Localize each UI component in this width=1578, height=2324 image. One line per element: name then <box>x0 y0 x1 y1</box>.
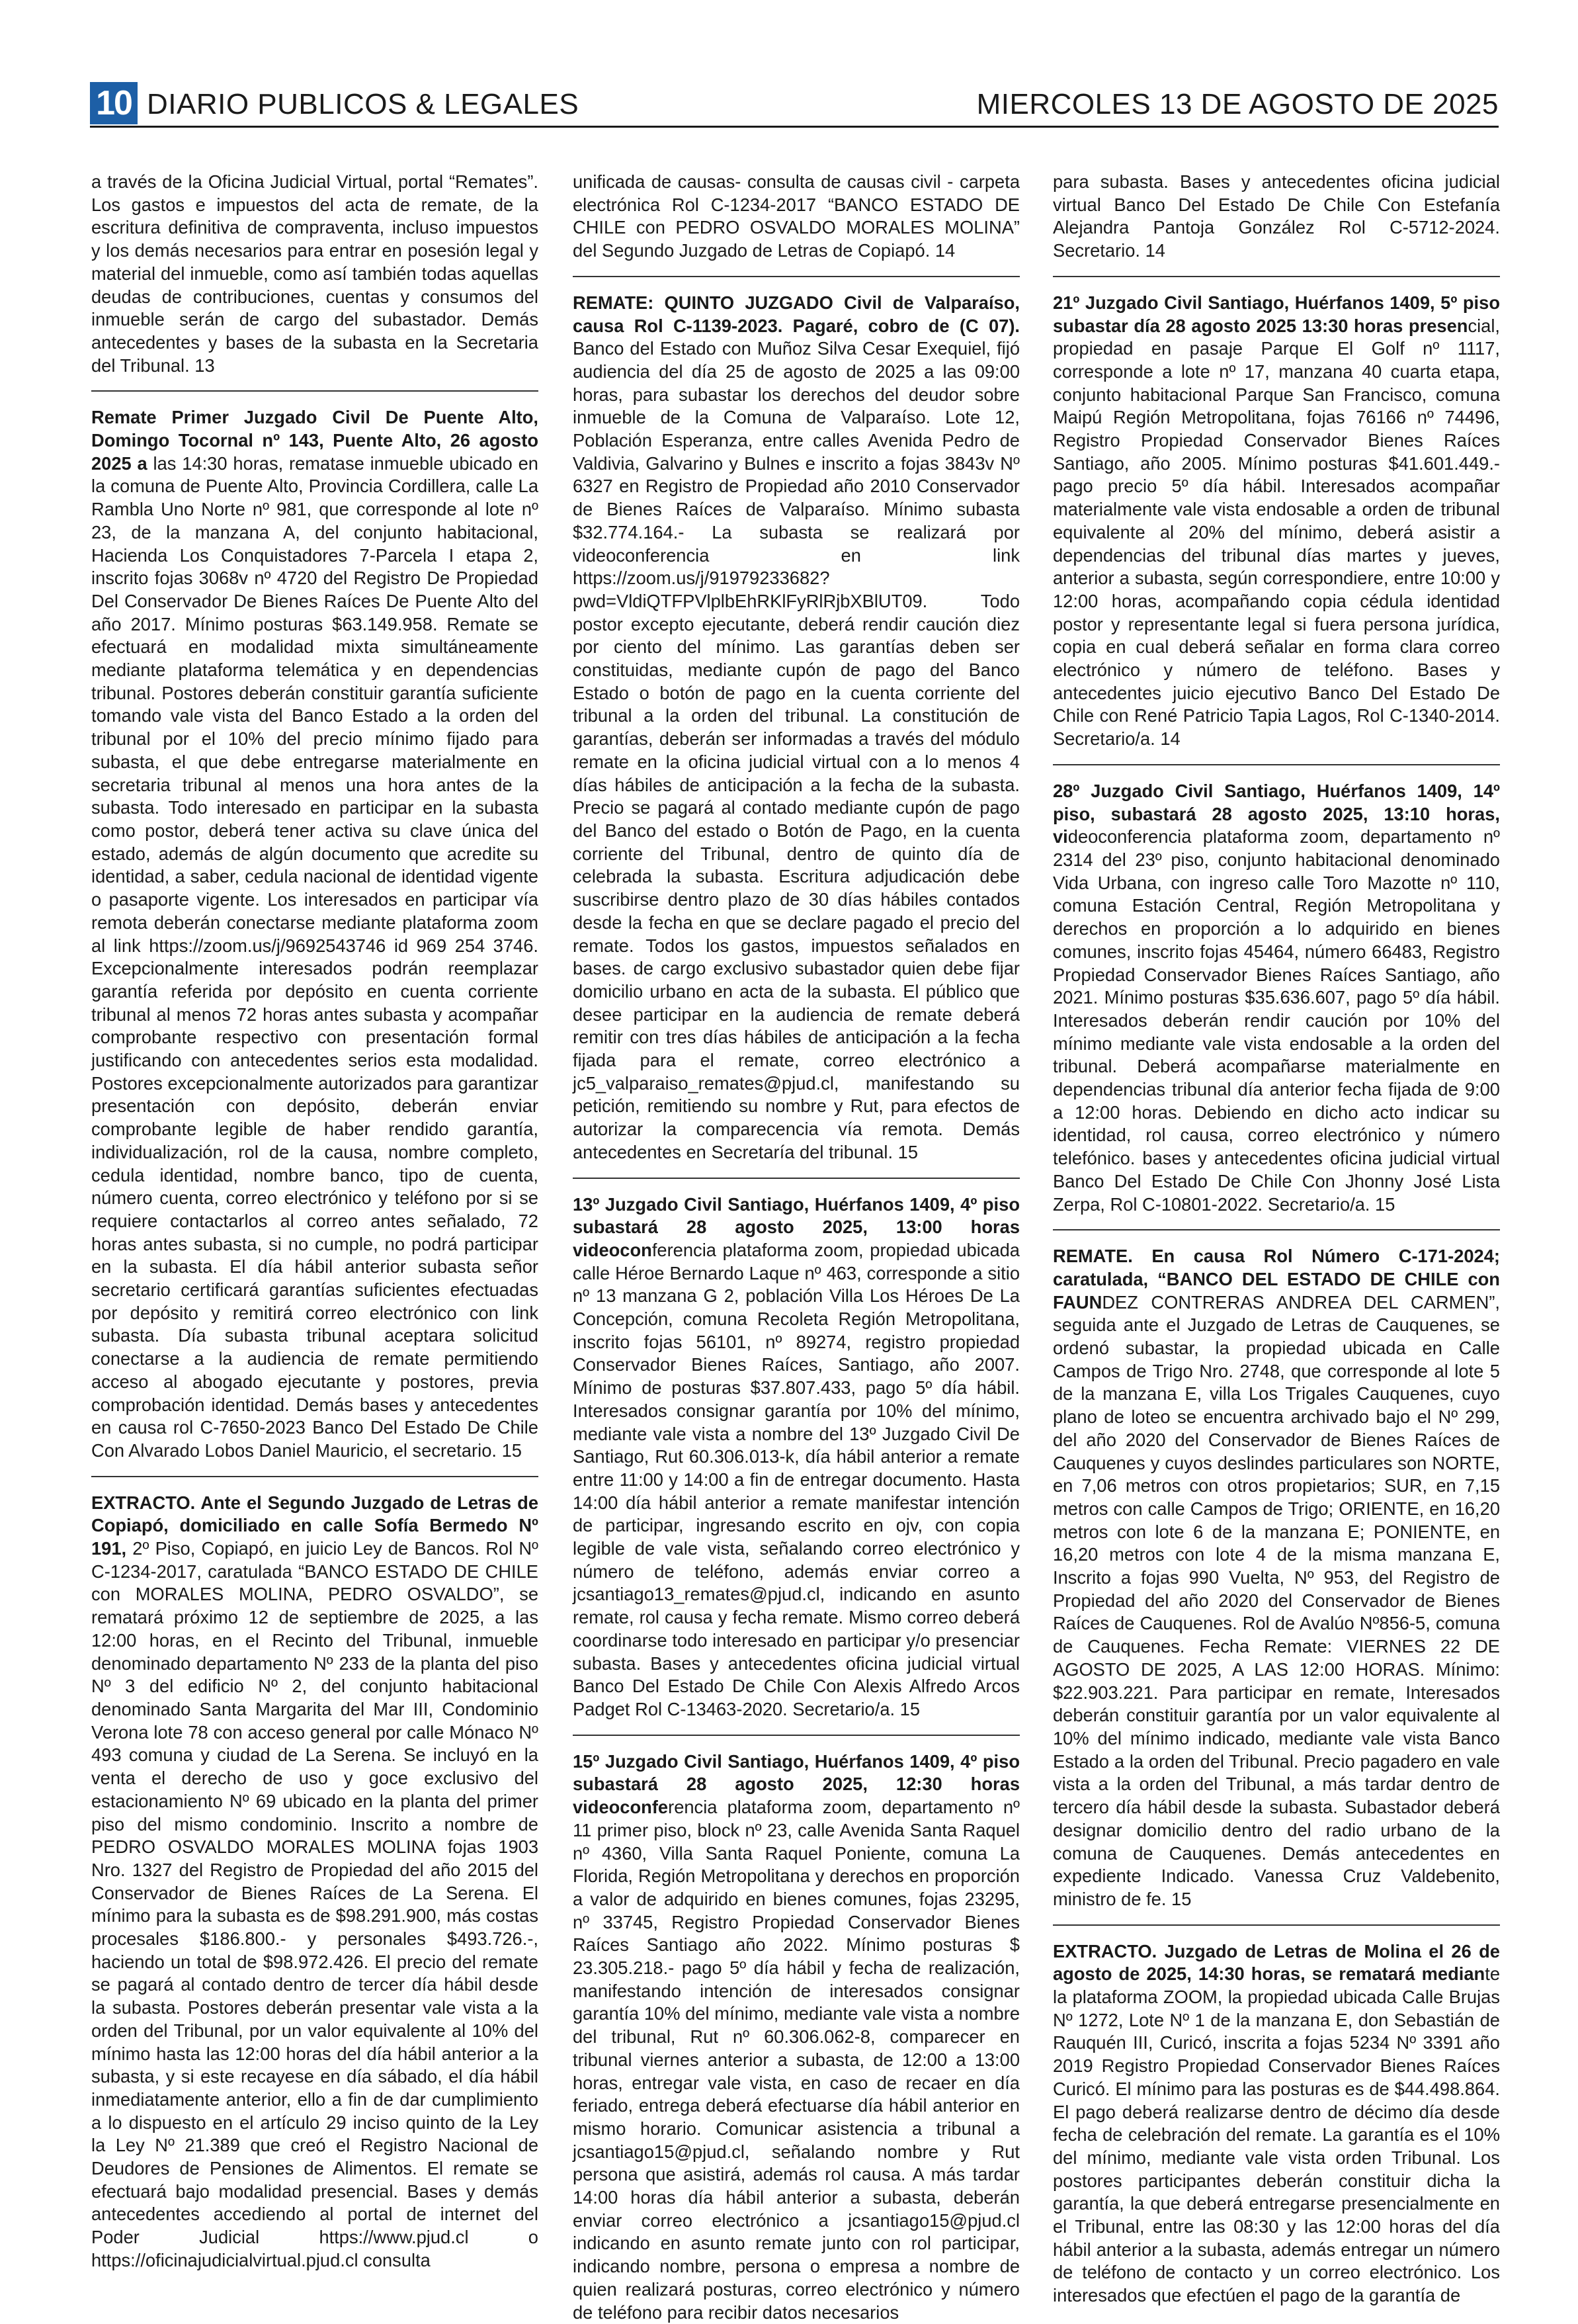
legal-notice <box>1053 1940 1500 2307</box>
notice-heading: 21º Juzgado Civil Santiago, Huérfanos 1409, 5º piso subastar día 28 agosto 2025 13:30 horas presen <box>1053 292 1500 336</box>
notice-body: rencia plataforma zoom, departamento nº 11 primer piso, block nº 23, calle Avenida Santa Raquel nº 4360, Villa Santa Raquel Poniente, comuna La Florida, Región Metropolitana y derechos en proporción a valor de adquirido en bienes comunes, fojas 23295, nº 33745, Registro Propiedad Conservador Bienes Raíces Santiago año 2022. Mínimo posturas $ 23.305.218.- pago 5º día hábil y fecha de realización, manifestando intención de interesados consignar garantía 10% del mínimo, mediante vale vista a nombre del tribunal, Rut nº 60.306.062-8, comparecer en tribunal viernes anterior a subasta, de 12:00 a 13:00 horas, entregar vale vista, en caso de recaer en día feriado, entrega deberá efectuarse día hábil anterior en mismo horario. Comunicar asistencia a tribunal a jcsantiago15@pjud.cl, señalando nombre y Rut persona que asistirá, además rol causa. A más tardar 14:00 horas día hábil anterior a subasta, deberán enviar correo electrónico a jcsantiago15@pjud.cl indicando en asunto remate junto con rol participar, indicando nombre, persona o empresa a nombre de quien realizará posturas, correo electrónico y número de teléfono para recibir datos necesarios <box>573 1797 1020 2323</box>
notice-body: DEZ CONTRERAS ANDREA DEL CARMEN”, seguida ante el Juzgado de Letras de Cauquenes, se ordenó subastar, la propiedad ubicada en Calle Campos de Trigo Nro. 2748, que corresponde al lote 5 de la manzana E, villa Los Trigales Cauquenes, cuyo plano de loteo se encuentra archivado bajo el Nº 299, del año 2020 del Conservador de Bienes Raíces de Cauquenes y cuyos deslindes particulares son NORTE, en 7,06 metros con otros propietarios; SUR, en 7,15 metros con calle Campos de Trigo; ORIENTE, en 16,20 metros con lote 6 de la manzana E; PONIENTE, en 16,20 metros con lote 4 de la misma manzana E, Inscrito a fojas 990 Vuelta, Nº 953, del Registro de Propiedad del año 2020 del Conservador de Bienes Raíces de Cauquenes. Rol de Avalúo Nº856-5, comuna de Cauquenes. Fecha Remate: VIERNES 22 DE AGOSTO DE 2025, A LAS 12:00 HORAS. Mínimo: $22.903.221. Para participar en remate, Interesados deberán constituir garantía por un valor equivalente al 10% del mínimo indicado, mediante vale vista Banco Estado a la orden del Tribunal. Precio pagadero en vale vista a la orden del Tribunal, a más tardar dentro de tercero día hábil desde la subasta. Subastador deberá designar domicilio dentro del radio urbano de la comuna de Cauquenes. Demás antecedentes en expediente Indicado. Vanessa Cruz Valdebenito, ministro de fe. 15 <box>1053 1291 1500 1909</box>
notice-divider <box>1053 276 1500 277</box>
notice-heading: Remate Primer Juzgado Civil De Puente Alto, Domingo Tocornal nº 143, Puente Alto, 26 agosto 2025 a <box>91 407 538 474</box>
notice-heading: EXTRACTO. Ante el Segundo Juzgado de Letras de Copiapó, domiciliado en calle Sofía Bermedo Nº 191, <box>91 1492 538 1559</box>
notice-divider <box>573 1178 1020 1179</box>
legal-notice <box>1053 292 1500 751</box>
notice-body: las 14:30 horas, rematase inmueble ubicado en la comuna de Puente Alto, Provincia Cordillera, calle La Rambla Uno Norte nº 981, que corresponde al lote nº 23, de la manzana A, del conjunto habitacional, Hacienda Los Conquistadores 7-Parcela I etapa 2, inscrito fojas 3068v nº 4720 del Registro De Propiedad Del Conservador De Bienes Raíces De Puente Alto del año 2017. Mínimo posturas $63.149.958. Remate se efectuará en modalidad mixta simultáneamente mediante plataforma telemática y en dependencias tribunal. Postores deberán constituir garantía suficiente tomando vale vista del Banco Estado a la orden del tribunal por el 10% del precio mínimo fijado para subasta, el que debe entregarse materialmente en secretaria tribunal al menos una hora antes de la subasta. Todo interesado en participar en la subasta como postor, deberá tener activa su clave única del estado, además de algún documento que acredite su identidad, a saber, cedula nacional de identidad vigente o pasaporte vigente. Los interesados en participar vía remota deberán conectarse mediante plataforma zoom al link https://zoom.us/j/9692543746 id 969 254 3746. Excepcionalmente interesados podrán reemplazar garantía referida por depósito en cuenta corriente tribunal al menos 72 horas antes subasta y acompañar comprobante respectivo con presentación formal justificando con antecedentes serios esta modalidad. Postores excepcionalmente autorizados para garantizar presentación con depósito, deberán enviar comprobante legible de haber rendido garantía, individualización, rol de la causa, nombre completo, cedula identidad, nombre banco, tipo de cuenta, número cuenta, correo electrónico y teléfono por si se requiere contactarlos al correo antes señalado, 72 horas antes subasta, si no cumple, no podrá participar en la subasta. El día hábil anterior subasta señor secretario certificará garantías suficientes efectuadas por depósito y remitirá correo electrónico con link subasta. Día subasta tribunal aceptara solicitud conectarse a la audiencia de remate permitiendo acceso al abogado ejecutante y postores, previa comprobación identidad. Demás bases y antecedentes en causa rol C-7650-2023 Banco Del Estado De Chile Con Alvarado Lobos Daniel Mauricio, el secretario. 15 <box>91 452 538 1461</box>
notice-heading: REMATE. En causa Rol Número C-171-2024; caratulada, “BANCO DEL ESTADO DE CHILE con FAUN <box>1053 1246 1500 1313</box>
notice-divider <box>573 276 1020 277</box>
notice-divider <box>91 390 538 392</box>
notice-divider <box>1053 1229 1500 1230</box>
header-divider <box>90 126 1499 128</box>
legal-notice <box>573 292 1020 1164</box>
legal-notice <box>1053 171 1500 263</box>
notice-body: deoconferencia plataforma zoom, departamento nº 2314 del 23º piso, conjunto habitacional denominado Vida Urbana, con ingreso calle Toro Mazotte nº 110, comuna Estación Central, Región Metropolitana y derechos en proporción a lo adquirido en bienes comunes, inscrito fojas 45464, número 66483, Registro Propiedad Conservador Bienes Raíces Santiago, año 2021. Mínimo posturas $35.636.607, pago 5º día hábil. Interesados deberán rendir caución por 10% del mínimo mediante vale vista endosable a la orden del tribunal. Deberá acompañarse materialmente en dependencias tribunal día anterior fecha fijada de 9:00 a 12:00 horas. Debiendo en dicho acto indicar su identidad, rol causa, correo electrónico y número telefónico. bases y antecedentes oficina judicial virtual Banco Del Estado De Chile Con Jhonny José Lista Zerpa, Rol C-10801-2022. Secretario/a. 15 <box>1053 826 1500 1215</box>
legal-notice <box>91 1492 538 2272</box>
notice-divider <box>91 1476 538 1477</box>
notice-divider <box>573 1735 1020 1736</box>
notice-body: cial, propiedad en pasaje Parque El Golf nº 1117, corresponde a lote nº 17, manzana 40 cuarta etapa, conjunto habitacional Parque San Francisco, comuna Maipú Región Metropolitana, fojas 76166 nº 74496, Registro Propiedad Conservador Bienes Raíces Santiago, año 2005. Mínimo posturas $41.601.449.- pago precio 5º día hábil. Interesados acompañar materialmente vale vista endosable a orden de tribunal equivalente al 20% del mínimo, deberá asistir a dependencias del tribunal días martes y jueves, anterior a subasta, según correspondiere, entre 10:00 y 12:00 horas, acompañando copia cédula identidad postor y representante legal si fuera persona jurídica, copia en cual deberá señalar en forma clara correo electrónico y número de teléfono. Bases y antecedentes juicio ejecutivo Banco Del Estado De Chile con René Patricio Tapia Lagos, Rol C-1340-2014. Secretario/a. 14 <box>1053 315 1500 750</box>
notice-divider <box>1053 764 1500 765</box>
legal-notice <box>573 1750 1020 2324</box>
notice-body: unificada de causas- consulta de causas civil - carpeta electrónica Rol C-1234-2017 “BANCO ESTADO DE CHILE con PEDRO OSVALDO MORALES MOLINA” del Segundo Juzgado de Letras de Copiapó. 14 <box>573 171 1020 261</box>
legal-notice <box>91 171 538 377</box>
notice-divider <box>1053 1924 1500 1926</box>
legal-notice <box>1053 780 1500 1216</box>
publication-date: MIERCOLES 13 DE AGOSTO DE 2025 <box>976 88 1499 120</box>
notice-body: para subasta. Bases y antecedentes oficina judicial virtual Banco Del Estado De Chile Con Estefanía Alejandra Pantoja González Rol C-5712-2024. Secretario. 14 <box>1053 171 1500 261</box>
legal-notice <box>1053 1245 1500 1911</box>
notice-body: 2º Piso, Copiapó, en juicio Ley de Bancos. Rol Nº C-1234-2017, caratulada “BANCO ESTADO DE CHILE con MORALES MOLINA, PEDRO OSVALDO”, se rematará próximo 12 de septiembre de 2025, a las 12:00 horas, en el Recinto del Tribunal, inmueble denominado departamento Nº 233 de la planta del piso Nº 3 del edificio Nº 2, del conjunto habitacional denominado Santa Margarita del Mar III, Condominio Verona lote 78 con acceso general por calle Mónaco Nº 493 comuna y ciudad de La Serena. Se incluyó en la venta el derecho de uso y goce exclusivo del estacionamiento Nº 69 ubicado en la planta del primer piso del mismo condominio. Inscrito a nombre de PEDRO OSVALDO MORALES MOLINA fojas 1903 Nro. 1327 del Registro de Propiedad del año 2015 del Conservador de Bienes Raíces de La Serena. El mínimo para la subasta es de $98.291.900, más costas procesales $186.800.- y personales $493.726.-, haciendo un total de $98.972.426. El precio del remate se pagará al contado dentro de tercer día hábil desde la subasta. Postores deberán presentar vale vista a la orden del Tribunal, por un valor equivalente al 10% del mínimo hasta las 12:00 horas del día hábil anterior a la subasta, y si este recayese en día sábado, el día hábil inmediatamente anterior, ello a fin de dar cumplimiento a lo dispuesto en el artículo 29 inciso quinto de la Ley la Ley Nº 21.389 que creó el Registro Nacional de Deudores de Pensiones de Alimentos. El remate se efectuará bajo modalidad presencial. Bases y demás antecedentes accediendo al portal de internet del Poder Judicial https://www.pjud.cl o https://oficinajudicialvirtual.pjud.cl consulta <box>91 1538 538 2270</box>
notice-heading: 15º Juzgado Civil Santiago, Huérfanos 1409, 4º piso subastará 28 agosto 2025, 12:30 horas videoconfe <box>573 1750 1020 1818</box>
legal-notice <box>573 1193 1020 1721</box>
column-1 <box>91 171 538 2288</box>
publication-name: DIARIO PUBLICOS & LEGALES <box>147 88 579 120</box>
legal-notice <box>91 406 538 1462</box>
notice-heading: 28º Juzgado Civil Santiago, Huérfanos 1409, 14º piso, subastará 28 agosto 2025, 13:10 horas, vi <box>1053 780 1500 847</box>
notice-heading: 13º Juzgado Civil Santiago, Huérfanos 1409, 4º piso subastará 28 agosto 2025, 13:00 horas videocon <box>573 1193 1020 1260</box>
notice-body: ferencia plataforma zoom, propiedad ubicada calle Héroe Bernardo Laque nº 463, corresponde a sitio nº 13 manzana G 2, población Villa Los Héroes De La Concepción, comuna Recoleta Región Metropolitana, inscrito fojas 56101, nº 89274, registro propiedad Conservador Bienes Raíces, Santiago, año 2007. Mínimo de posturas $37.807.433, pago 5º día hábil. Interesados consignar garantía por 10% del mínimo, mediante vale vista a nombre del 13º Juzgado Civil De Santiago, Rut 60.306.013-k, día hábil anterior a remate entre 11:00 y 14:00 a fin de entregar documento. Hasta 14:00 día hábil anterior a remate manifestar intención de participar, ingresando escrito en ojv, con copia legible de vale vista, señalando correo electrónico y número de teléfono, además enviar correo a jcsantiago13_remates@pjud.cl, indicando en asunto remate, rol causa y fecha remate. Mismo correo deberá coordinarse todo interesado en participar y/o presenciar subasta. Bases y antecedentes oficina judicial virtual Banco Del Estado De Chile Con Alexis Alfredo Arcos Padget Rol C-13463-2020. Secretario/a. 15 <box>573 1239 1020 1719</box>
notice-heading: EXTRACTO. Juzgado de Letras de Molina el 26 de agosto de 2025, 14:30 horas, se rematará median <box>1053 1940 1500 1985</box>
column-3 <box>1053 171 1500 2306</box>
notice-body: Banco del Estado con Muñoz Silva Cesar Exequiel, fijó audiencia del día 25 de agosto de 2025 a las 09:00 horas, para subastar los derechos del deudor sobre inmueble de la Comuna de Valparaíso. Lote 12, Población Esperanza, entre calles Avenida Pedro de Valdivia, Galvarino y Bulnes e inscrito a fojas 3843v Nº 6327 en Registro de Propiedad año 2010 Conservador de Bienes Raíces de Valparaíso. Mínimo subasta $32.774.164.- La subasta se realizará por videoconferencia en link https://zoom.us/j/91979233682?pwd=VldiQTFPVlplbEhRKlFyRlRjbXBlUT09. Todo postor excepto ejecutante, deberá rendir caución diez por ciento del mínimo. Las garantías deben ser constituidas, mediante cupón de pago del Banco Estado o botón de pago en la cuenta corriente del tribunal a la orden del tribunal. La constitución de garantías, deberán ser informadas a través del módulo remate en la oficina judicial virtual con a lo menos 4 días hábiles de anticipación a la fecha de la subasta. Precio se pagará al contado mediante cupón de pago del Banco del estado o Botón de Pago, en la cuenta corriente del Tribunal, dentro de quinto día de celebrada la subasta. Escritura adjudicación debe suscribirse dentro plazo de 30 días hábiles contados desde la fecha en que se declare pagado el precio del remate. Todos los gastos, impuestos señalados en bases. de cargo exclusivo subastador quien debe fijar domicilio urbano en acta de la subasta. El público que desee participar en la audiencia de remate deberá remitir con tres días hábiles de anticipación a la fecha fijada para el remate, correo electrónico a jc5_valparaiso_remates@pjud.cl, manifestando su petición, remitiendo su nombre y Rut, para efectos de autorizar la comparecencia vía remota. Demás antecedentes en Secretaría del tribunal. 15 <box>573 338 1020 1162</box>
column-2 <box>573 171 1020 2323</box>
page-number: 10 <box>90 82 138 124</box>
legal-notice <box>573 171 1020 263</box>
notice-body: te la plataforma ZOOM, la propiedad ubicada Calle Brujas Nº 1272, Lote Nº 1 de la manzana E, don Sebastián de Rauquén III, Curicó, inscrita a fojas 5234 Nº 3391 año 2019 Registro Propiedad Conservador Bienes Raíces Curicó. El mínimo para las posturas es de $44.498.864. El pago deberá realizarse dentro de décimo día desde fecha de celebración del remate. La garantía es el 10% del mínimo, mediante vale vista orden Tribunal. Los postores participantes deberán constituir dicha la garantía, la que deberá entregarse presencialmente en el Tribunal, entre las 08:30 y las 12:00 horas del día hábil anterior a la subasta, además entregar un número de teléfono de contacto y un correo electrónico. Los interesados que efectúen el pago de la garantía de <box>1053 1963 1500 2306</box>
page-header <box>90 82 1499 124</box>
notice-heading: REMATE: QUINTO JUZGADO Civil de Valparaíso, causa Rol C-1139-2023. Pagaré, cobro de (C 07). <box>573 292 1020 336</box>
notice-body: a través de la Oficina Judicial Virtual, portal “Remates”. Los gastos e impuestos del acta de remate, de la escritura definitiva de compraventa, incluso impuestos y los demás necesarios para entrar en posesión legal y material del inmueble, como así también todas aquellas deudas de contribuciones, cuentas y consumos del inmueble serán de cargo del subastador. Demás antecedentes y bases de la subasta en la Secretaria del Tribunal. 13 <box>91 171 538 376</box>
